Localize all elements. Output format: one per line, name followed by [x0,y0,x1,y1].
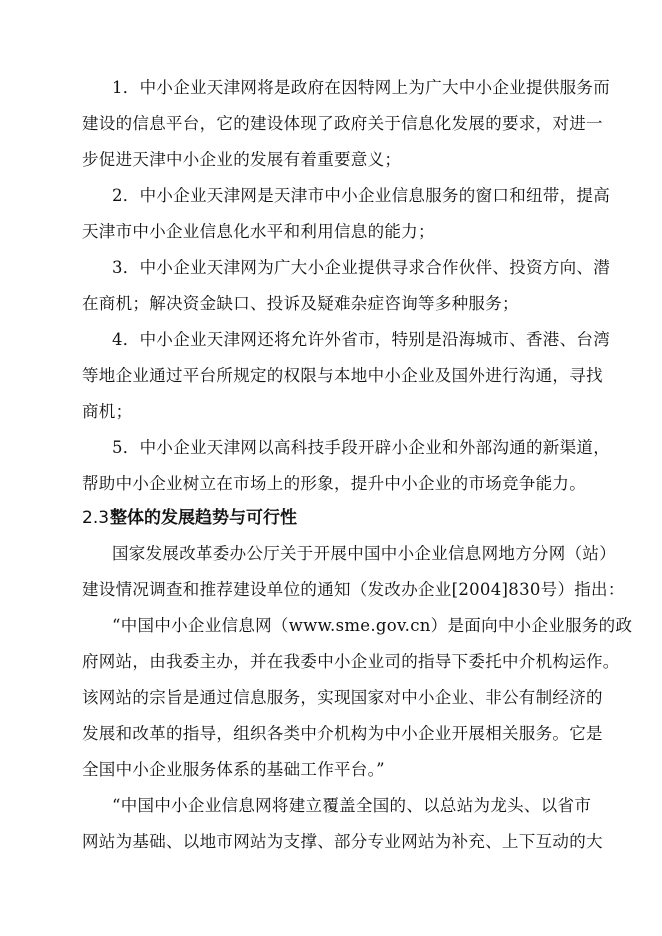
text-line: 4．中小企业天津网还将允许外省市，特别是沿海城市、香港、台湾 [112,330,610,349]
section-number: 2.3 [82,508,110,528]
text-line: “中国中小企业信息网（www.sme.gov.cn）是面向中小企业服务的政 [112,616,633,635]
text-line: 府网站，由我委主办，并在我委中小企业司的指导下委托中介机构运作。 [82,652,620,671]
text-line: 商机； [82,402,133,421]
section-title: 整体的发展趋势与可行性 [110,508,298,528]
text-line: 3．中小企业天津网为广大小企业提供寻求合作伙伴、投资方向、潜 [112,258,610,277]
text-line: 全国中小企业服务体系的基础工作平台。” [82,760,385,779]
text-line: 5．中小企业天津网以高科技手段开辟小企业和外部沟通的新渠道， [112,438,610,457]
text-line: “中国中小企业信息网将建立覆盖全国的、以总站为龙头、以省市 [112,796,592,815]
text-line: 帮助中小企业树立在市场上的形象，提升中小企业的市场竞争能力。 [82,474,586,493]
text-line: 天津市中小企业信息化水平和利用信息的能力； [82,222,435,241]
section-heading [82,508,297,528]
text-line: 发展和改革的指导，组织各类中介机构为中小企业开展相关服务。它是 [82,724,603,743]
text-line: 1．中小企业天津网将是政府在因特网上为广大中小企业提供服务而 [112,78,610,97]
text-line: 在商机；解决资金缺口、投诉及疑难杂症咨询等多种服务； [82,294,519,313]
text-line: 建设的信息平台，它的建设体现了政府关于信息化发展的要求，对进一 [82,114,603,133]
text-line: 该网站的宗旨是通过信息服务，实现国家对中小企业、非公有制经济的 [82,688,603,707]
text-line: 国家发展改革委办公厅关于开展中国中小企业信息网地方分网（站） [112,544,616,563]
text-line: 网站为基础、以地市网站为支撑、部分专业网站为补充、上下互动的大 [82,832,603,851]
text-line: 等地企业通过平台所规定的权限与本地中小企业及国外进行沟通，寻找 [82,366,603,385]
text-line: 步促进天津中小企业的发展有着重要意义； [82,150,402,169]
text-line: 建设情况调查和推荐建设单位的通知（发改办企业[2004]830号）指出： [82,580,625,599]
text-line: 2．中小企业天津网是天津市中小企业信息服务的窗口和纽带，提高 [112,186,610,205]
